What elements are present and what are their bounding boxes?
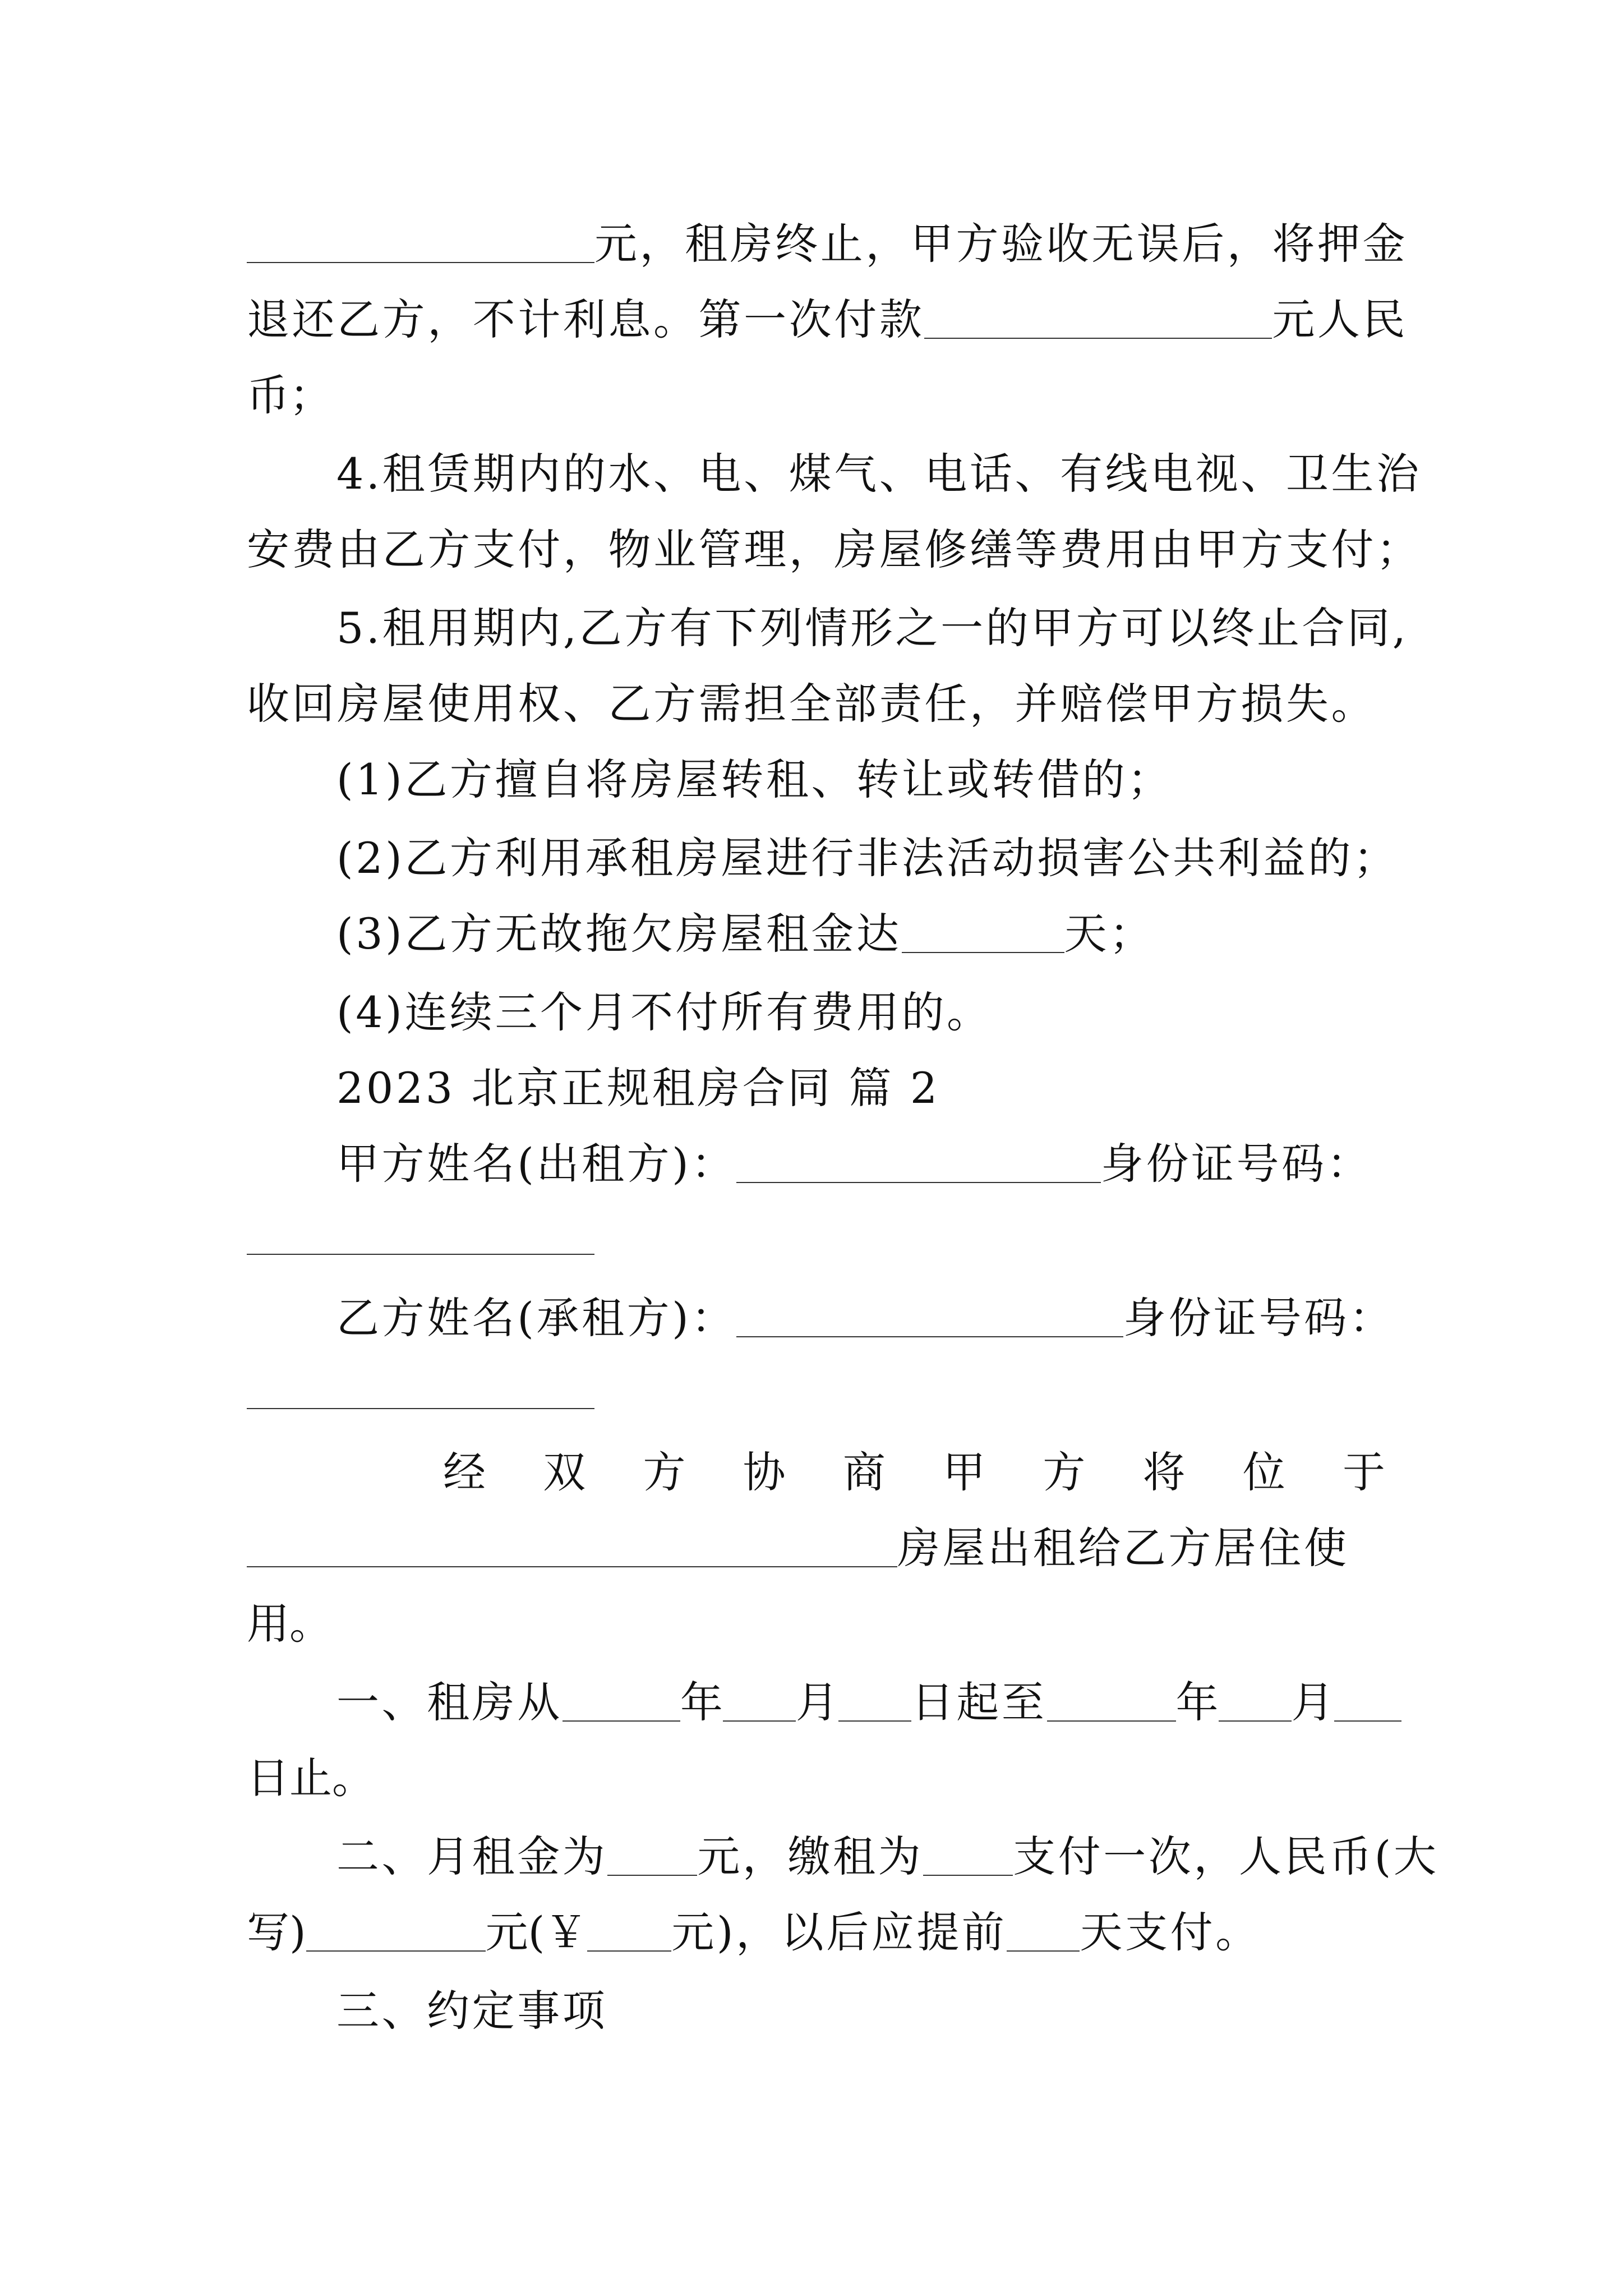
text-line-1 xyxy=(247,205,1408,283)
text-segment: 天； xyxy=(1064,909,1155,959)
text-segment: (4)连续三个月不付所有费用的。 xyxy=(336,987,992,1037)
text-segment: 年 xyxy=(680,1677,723,1727)
text-segment: 币； xyxy=(247,370,332,420)
blank-underline xyxy=(736,1143,1101,1182)
text-segment: 一、租房从 xyxy=(336,1677,562,1727)
text-segment: 收回房屋使用权、乙方需担全部责任，并赔偿甲方损失。 xyxy=(247,679,1376,729)
text-line-2 xyxy=(247,280,1408,359)
text-segment: 乙方姓名(承租方)： xyxy=(336,1293,736,1343)
text-line-4 xyxy=(336,435,1422,513)
text-segment: 安费由乙方支付，物业管理，房屋修缮等费用由甲方支付； xyxy=(247,524,1422,574)
blank-underline xyxy=(723,1682,796,1721)
text-line-20 xyxy=(336,1818,1439,1896)
text-segment: 日止。 xyxy=(247,1753,375,1803)
blank-underline xyxy=(1007,1912,1080,1951)
text-segment: 月 xyxy=(795,1677,838,1727)
text-segment: 元人民 xyxy=(1272,295,1408,344)
blank-underline xyxy=(736,1297,1123,1337)
text-segment: 三、约定事项 xyxy=(336,1986,608,2036)
text-segment: 写) xyxy=(247,1907,306,1957)
text-segment: 身份证号码： xyxy=(1123,1293,1395,1343)
text-segment: 协 xyxy=(743,1447,786,1497)
blank-underline xyxy=(562,1682,680,1721)
text-segment: 于 xyxy=(1342,1447,1385,1497)
text-segment: 将 xyxy=(1142,1447,1186,1497)
text-segment: (3)乙方无故拖欠房屋租金达 xyxy=(336,909,902,959)
text-segment: 元，缴租为 xyxy=(697,1832,924,1881)
blank-underline xyxy=(247,1527,897,1567)
text-line-9 xyxy=(336,819,1399,898)
blank-underline xyxy=(247,1254,594,1255)
blank-underline xyxy=(924,299,1272,338)
text-line-3 xyxy=(247,356,1385,435)
text-line-5 xyxy=(247,510,1422,589)
text-line-22 xyxy=(336,1972,1385,2050)
text-line-15 xyxy=(443,1433,1385,1512)
text-line-21 xyxy=(247,1893,1385,1972)
text-segment: 天支付。 xyxy=(1080,1907,1261,1957)
blank-underline xyxy=(923,1836,1013,1875)
text-line-11 xyxy=(336,973,1385,1052)
blank-underline xyxy=(247,223,594,263)
text-segment: 元(￥ xyxy=(485,1907,588,1957)
text-segment: 4.租赁期内的水、电、煤气、电话、有线电视、卫生治 xyxy=(336,449,1422,499)
blank-underline xyxy=(1219,1682,1292,1721)
text-segment: 甲方姓名(出租方)： xyxy=(336,1139,736,1189)
text-segment: 2023 北京正规租房合同 篇 2 xyxy=(336,1063,940,1113)
section-heading xyxy=(336,1049,1385,1128)
text-segment: 年 xyxy=(1175,1677,1219,1727)
text-line-18 xyxy=(336,1663,1385,1742)
text-segment: 支付一次，人民币(大 xyxy=(1013,1832,1439,1881)
blank-underline xyxy=(838,1682,911,1721)
text-line-17 xyxy=(247,1585,1385,1663)
blank-underline xyxy=(247,1408,594,1409)
text-line-8 xyxy=(336,740,1385,819)
text-line-6 xyxy=(336,589,1409,668)
blank-underline xyxy=(587,1912,671,1951)
text-segment: 日起至 xyxy=(911,1677,1047,1727)
text-segment: 房屋出租给乙方居住使 xyxy=(897,1523,1349,1573)
text-segment: 双 xyxy=(543,1447,586,1497)
text-segment: 元)，以后应提前 xyxy=(671,1907,1007,1957)
text-segment: 身份证号码： xyxy=(1100,1139,1372,1189)
blank-underline xyxy=(607,1836,697,1875)
blank-underline xyxy=(306,1912,486,1951)
text-segment: 用。 xyxy=(247,1599,332,1649)
text-segment: 方 xyxy=(643,1447,686,1497)
blank-underline xyxy=(1047,1682,1176,1721)
text-segment: 甲 xyxy=(943,1447,986,1497)
text-segment: 5.租用期内,乙方有下列情形之一的甲方可以终止合同, xyxy=(336,603,1409,653)
blank-underline xyxy=(902,913,1064,953)
text-segment: 位 xyxy=(1242,1447,1285,1497)
text-line-16 xyxy=(247,1509,1385,1588)
text-segment: 经 xyxy=(443,1447,486,1497)
blank-underline xyxy=(1334,1682,1401,1721)
text-segment: 商 xyxy=(842,1447,886,1497)
text-segment: 退还乙方，不计利息。第一次付款 xyxy=(247,295,925,344)
text-segment: 月 xyxy=(1291,1677,1334,1727)
text-line-10 xyxy=(336,895,1385,973)
text-line-13 xyxy=(336,1125,1385,1203)
text-segment: 二、月租金为 xyxy=(336,1832,608,1881)
text-segment: 元，租房终止，甲方验收无误后，将押金 xyxy=(594,219,1408,269)
text-line-14 xyxy=(336,1279,1395,1358)
text-line-7 xyxy=(247,665,1385,743)
text-line-19 xyxy=(247,1739,1385,1818)
text-segment: 方 xyxy=(1043,1447,1086,1497)
text-segment: (2)乙方利用承租房屋进行非法活动损害公共利益的； xyxy=(336,833,1399,883)
text-segment: (1)乙方擅自将房屋转租、转让或转借的； xyxy=(336,754,1173,804)
